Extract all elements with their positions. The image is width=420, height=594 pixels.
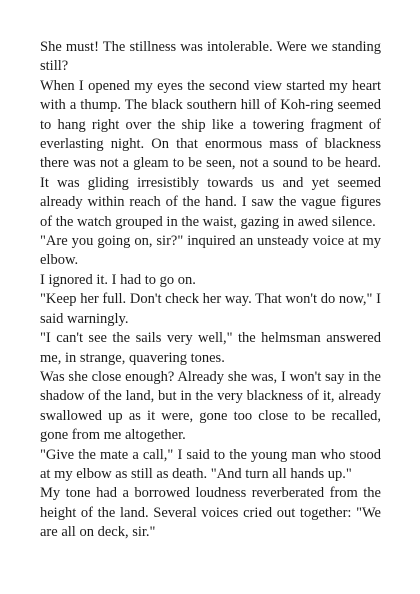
paragraph-8: "Give the mate a call," I said to the young man who stood at my elbow as still as death. "And turn all hands up." [40,446,381,482]
paragraph-6: "I can't see the sails very well," the helmsman answered me, in strange, quavering tones. [40,330,381,366]
paragraph-5: "Keep her full. Don't check her way. That won't do now," I said warningly. [40,291,381,327]
paragraph-7: Was she close enough? Already she was, I won't say in the shadow of the land, but in the very blackness of it, already swallowed up as it were, gone too close to be recalled, gone from me altogether. [40,368,381,444]
paragraph-3: "Are you going on, sir?" inquired an unsteady voice at my elbow. [40,233,381,269]
paragraph-2: When I opened my eyes the second view started my heart with a thump. The black southern hill of Koh-ring seemed to hang right over the ship like a towering fragment of everlasting night. On that enormous mass of blackness there was not a gleam to be seen, not a sound to be heard. It was gliding irresistibly towards us and yet seemed already within reach of the hand. I saw the vague figures of the watch grouped in the waist, gazing in awed silence. [40,77,381,230]
paragraph-4: I ignored it. I had to go on. [40,271,196,288]
book-page-text [40,38,381,543]
paragraph-1: She must! The stillness was intolerable. Were we standing still? [40,39,381,75]
paragraph-9: My tone had a borrowed loudness reverberated from the height of the land. Several voices cried out together: "We are all on deck, sir." [40,485,381,541]
